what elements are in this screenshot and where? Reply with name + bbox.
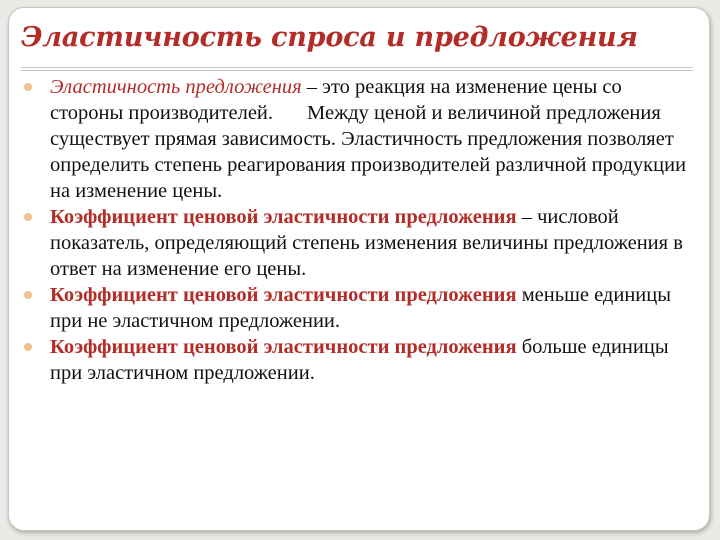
- item-text: – это реакция на изменение цены со стороны производителей.: [50, 76, 622, 124]
- list-item: [9, 74, 699, 204]
- title-divider-top: [21, 67, 693, 68]
- slide-title: Эластичность спроса и предложения: [21, 22, 638, 53]
- item-term: Эластичность предложения: [50, 76, 302, 98]
- title-divider-bottom: [21, 70, 693, 71]
- list-item: [9, 204, 699, 282]
- list-item: [9, 282, 699, 334]
- item-term: Коэффициент ценовой эластичности предложения: [50, 336, 517, 358]
- bullet-dot-icon: [24, 291, 32, 299]
- item-text: меньше единицы при не эластичном предложении.: [50, 284, 672, 332]
- item-term: Коэффициент ценовой эластичности предложения: [50, 206, 517, 228]
- bullet-dot-icon: [24, 83, 32, 91]
- bullet-list: [9, 74, 699, 386]
- bullet-dot-icon: [24, 213, 32, 221]
- bullet-dot-icon: [24, 343, 32, 351]
- item-text-continued: Между ценой и величиной предложения существует прямая зависимость. Эластичность предложения позволяет определить степень реагирования производителей различной продукции на изменение цены.: [50, 102, 687, 202]
- item-text: – числовой показатель, определяющий степень изменения величины предложения в ответ на изменение его цены.: [50, 206, 683, 280]
- item-term: Коэффициент ценовой эластичности предложения: [50, 284, 517, 306]
- list-item: [9, 334, 699, 386]
- slide: [8, 7, 710, 531]
- item-text: больше единицы при эластичном предложении.: [50, 336, 669, 384]
